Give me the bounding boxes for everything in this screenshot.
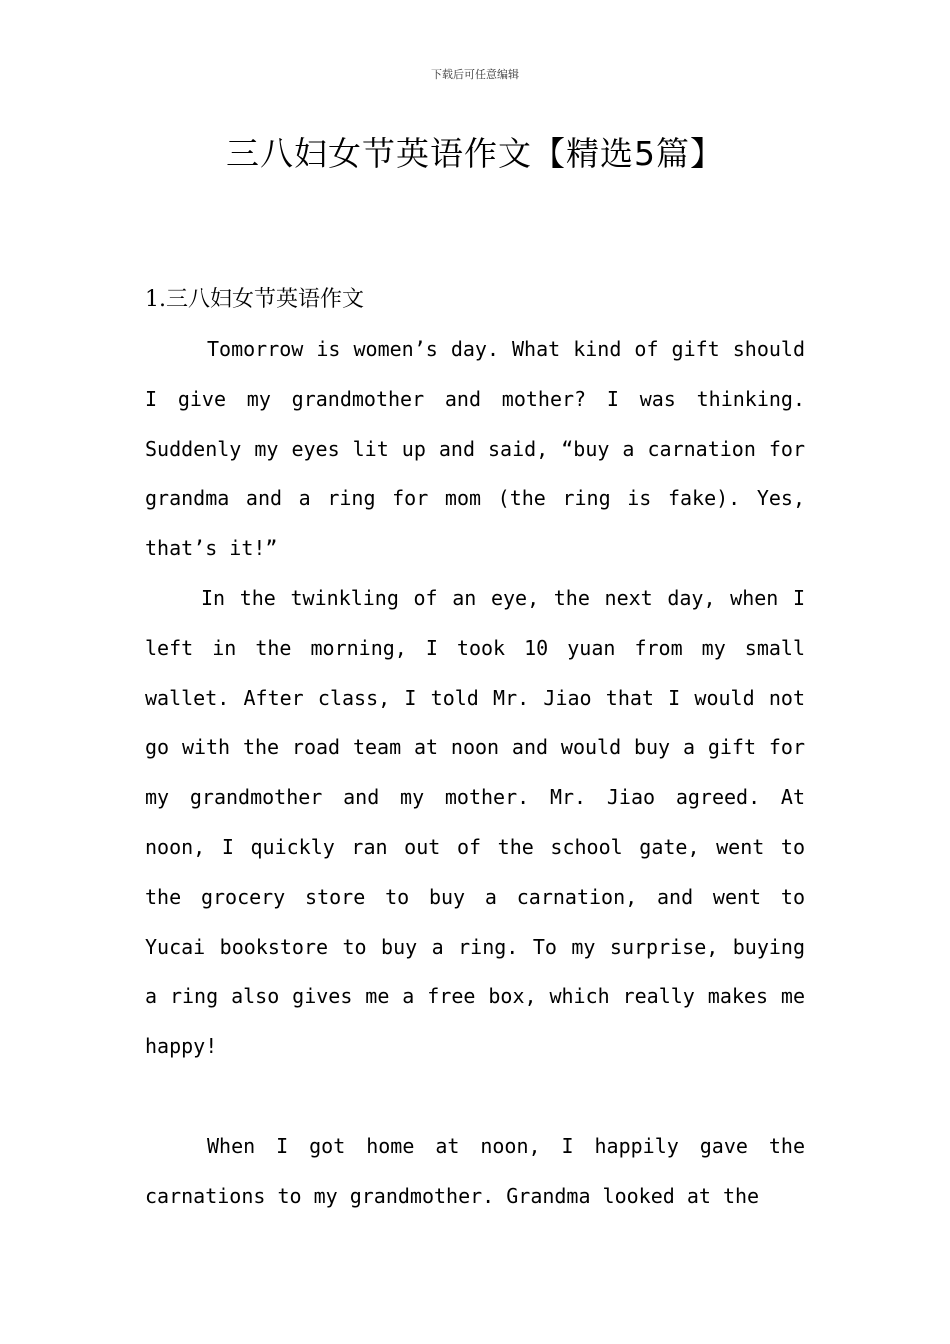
paragraph-3: When I got home at noon, I happily gave the carnations to my grandmother. Grandma looked at the	[145, 1134, 805, 1208]
paragraph-1: Tomorrow is women’s day. What kind of gift should I give my grandmother and mother? I was thinking. Suddenly my eyes lit up and said, “buy a carnation for grandma and a ring for mom (the ring is fake). Yes, that’s it!”	[145, 337, 805, 561]
page-title: 三八妇女节英语作文【精选5篇】	[226, 134, 724, 173]
header-note: 下载后可任意编辑	[431, 68, 519, 81]
paragraph-2: In the twinkling of an eye, the next day, when I left in the morning, I took 10 yuan from my small wallet. After class, I told Mr. Jiao that I would not go with the road team at noon and would buy a gift for my grandmother and my mother. Mr. Jiao agreed. At noon, I quickly ran out of the school gate, went to the grocery store to buy a carnation, and went to Yucai bookstore to buy a ring. To my surprise, buying a ring also gives me a free box, which really makes me happy!	[145, 586, 805, 1059]
section-heading: 1.三八妇女节英语作文	[145, 287, 364, 312]
